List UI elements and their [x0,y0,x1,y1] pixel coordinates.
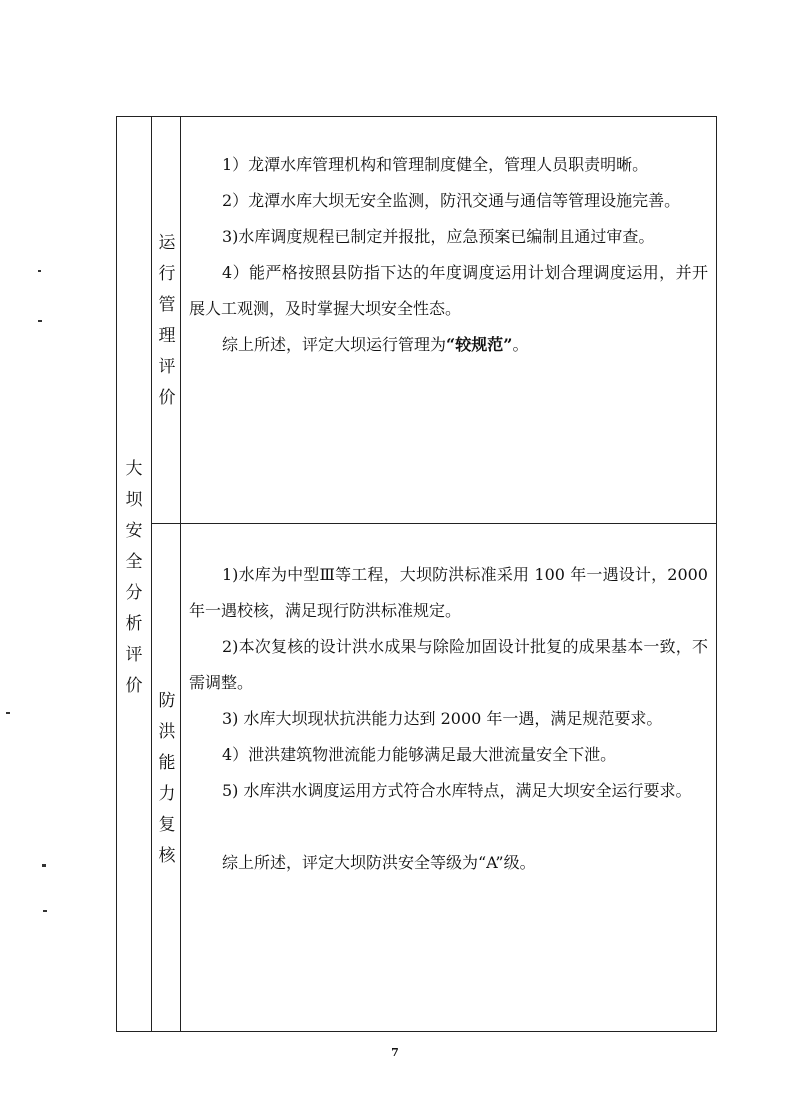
section-label-flood: 防 洪 能 力 复 核 [158,691,176,866]
scan-mark [38,270,41,272]
page-number: 7 [391,1046,399,1059]
paragraph: 4）泄洪建筑物泄流能力能够满足最大泄流量安全下泄。 [222,745,617,764]
conclusion: 综上所述，评定大坝运行管理为“较规范”。 [222,335,529,354]
paragraph: 4）能严格按照县防指下达的年度调度运用计划合理调度运用，并开展人工观测，及时掌握大坝安全性态。 [189,263,708,318]
scan-mark [43,910,47,912]
paragraph: 1)水库为中型Ⅲ等工程，大坝防洪标准采用 100 年一遇设计，2000 年一遇校核，满足现行防洪标准规定。 [189,565,708,620]
evaluation-table [116,116,717,1032]
section-label-operation: 运 行 管 理 评 价 [158,233,176,408]
paragraph: 2）龙潭水库大坝无安全监测，防汛交通与通信等管理设施完善。 [222,191,681,210]
left-heading: 大 坝 安 全 分 析 评 价 [125,459,143,696]
scan-mark [6,712,10,714]
flood-capacity-text [189,557,708,881]
scan-mark [38,320,42,322]
paragraph: 2)本次复核的设计洪水成果与除险加固设计批复的成果基本一致，不需调整。 [189,637,708,692]
rating-bold: “较规范” [446,335,513,354]
paragraph: 1）龙潭水库管理机构和管理制度健全，管理人员职责明晰。 [222,155,649,174]
paragraph: 3)水库调度规程已制定并报批，应急预案已编制且通过审查。 [222,227,655,246]
paragraph: 5) 水库洪水调度运用方式符合水库特点，满足大坝安全运行要求。 [222,781,692,800]
operation-evaluation-text [189,147,708,363]
conclusion: 综上所述，评定大坝防洪安全等级为“A”级。 [222,853,536,872]
column-divider-1 [151,117,152,1031]
scan-mark [42,864,46,867]
row-divider [151,523,716,524]
paragraph: 3) 水库大坝现状抗洪能力达到 2000 年一遇，满足规范要求。 [222,709,663,728]
